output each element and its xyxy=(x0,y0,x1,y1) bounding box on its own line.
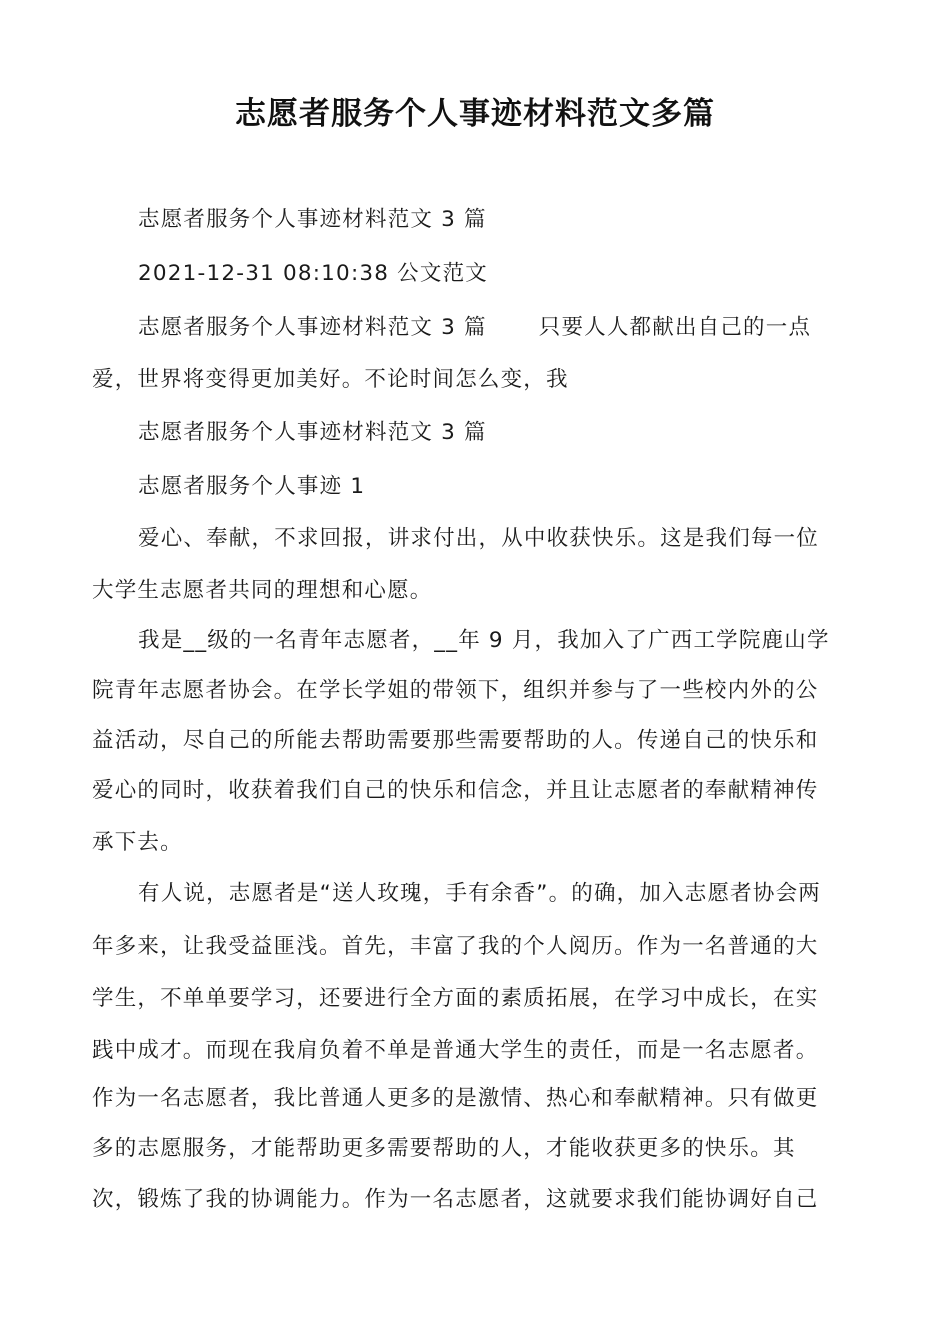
meta-line: 2021-12-31 08:10:38 公文范文 xyxy=(138,261,488,286)
paragraph-3-line: 作为一名志愿者，我比普通人更多的是激情、热心和奉献精神。只有做更 xyxy=(92,1086,819,1111)
paragraph-3-line: 学生，不单单要学习，还要进行全方面的素质拓展，在学习中成长，在实 xyxy=(92,986,819,1011)
paragraph-3-line: 践中成才。而现在我肩负着不单是普通大学生的责任，而是一名志愿者。 xyxy=(92,1038,819,1063)
paragraph-3-line: 多的志愿服务，才能帮助更多需要帮助的人，才能收获更多的快乐。其 xyxy=(92,1136,796,1161)
paragraph-3-line: 年多来，让我受益匪浅。首先，丰富了我的个人阅历。作为一名普通的大 xyxy=(92,934,819,959)
document-title: 志愿者服务个人事迹材料范文多篇 xyxy=(235,96,715,132)
paragraph-3-line: 次，锻炼了我的协调能力。作为一名志愿者，这就要求我们能协调好自己 xyxy=(92,1187,819,1212)
paragraph-1-line: 大学生志愿者共同的理想和心愿。 xyxy=(92,578,433,603)
paragraph-2-line: 益活动，尽自己的所能去帮助需要那些需要帮助的人。传递自己的快乐和 xyxy=(92,728,819,753)
intro-line-1 xyxy=(138,313,862,343)
section-heading-2: 志愿者服务个人事迹材料范文 3 篇 xyxy=(138,420,487,445)
paragraph-3-line: 有人说，志愿者是“送人玫瑰，手有余香”。的确，加入志愿者协会两 xyxy=(138,881,821,906)
section-heading-3: 志愿者服务个人事迹 1 xyxy=(138,474,366,499)
intro-part-1: 志愿者服务个人事迹材料范文 3 篇 xyxy=(138,315,487,340)
intro-part-2: 只要人人都献出自己的一点 xyxy=(538,315,812,340)
paragraph-2-line: 承下去。 xyxy=(92,830,183,855)
subtitle-line: 志愿者服务个人事迹材料范文 3 篇 xyxy=(138,207,487,232)
paragraph-2-line: 我是__级的一名青年志愿者，__年 9 月，我加入了广西工学院鹿山学 xyxy=(138,628,830,653)
intro-line-2: 爱，世界将变得更加美好。不论时间怎么变，我 xyxy=(92,367,569,392)
paragraph-2-line: 爱心的同时，收获着我们自己的快乐和信念，并且让志愿者的奉献精神传 xyxy=(92,778,819,803)
paragraph-1-line: 爱心、奉献，不求回报，讲求付出，从中收获快乐。这是我们每一位 xyxy=(138,526,820,551)
paragraph-2-line: 院青年志愿者协会。在学长学姐的带领下，组织并参与了一些校内外的公 xyxy=(92,678,819,703)
